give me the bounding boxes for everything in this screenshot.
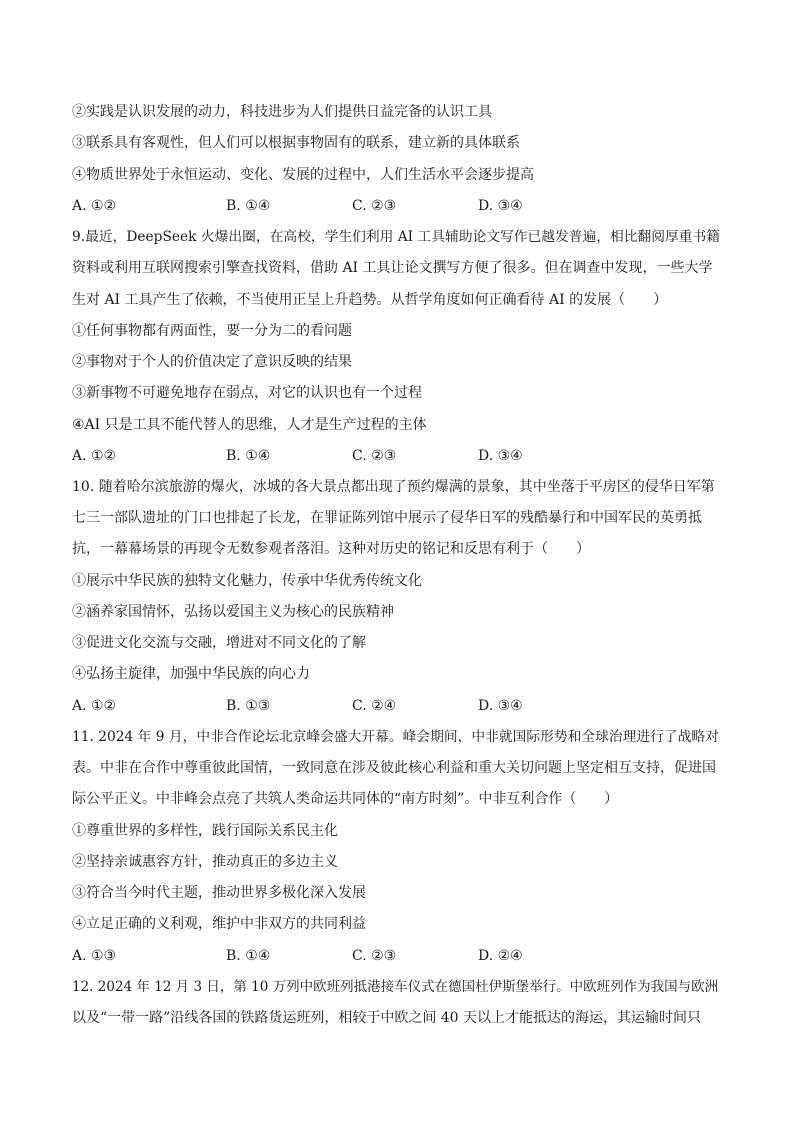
q9-option-c: C. ②③	[352, 448, 397, 464]
q11-option-c: C. ②③	[352, 948, 397, 964]
q8-options	[72, 196, 722, 216]
q11-options	[72, 946, 722, 966]
q9-options	[72, 446, 722, 466]
q8-statement-2: ②实践是认识发展的动力，科技进步为人们提供日益完备的认识工具	[72, 104, 492, 120]
q10-statement-2: ②涵养家国情怀，弘扬以爱国主义为核心的民族精神	[72, 604, 394, 620]
q9-stem-line-3: 生对 AI 工具产生了依赖，不当使用正呈上升趋势。从哲学角度如何正确看待 AI 的发展（ ）	[72, 292, 668, 308]
q10-options	[72, 696, 722, 716]
q9-statement-3: ③新事物不可避免地存在弱点，对它的认识也有一个过程	[72, 385, 422, 401]
q11-stem-line-1: 11. 2024 年 9 月，中非合作论坛北京峰会盛大开幕。峰会期间，中非就国际形势和全球治理进行了战略对	[72, 729, 719, 745]
q8-option-c: C. ②③	[352, 198, 397, 214]
q12-stem-line-1: 12. 2024 年 12 月 3 日，第 10 万列中欧班列抵港接车仪式在德国杜伊斯堡举行。中欧班列作为我国与欧洲	[72, 979, 719, 995]
q9-option-a: A. ①②	[72, 448, 117, 464]
q9-option-d: D. ③④	[478, 448, 523, 464]
q9-statement-2: ②事物对于个人的价值决定了意识反映的结果	[72, 354, 352, 370]
q10-stem-line-1: 10. 随着哈尔滨旅游的爆火，冰城的各大景点都出现了预约爆满的景象，其中坐落于平房区的侵华日军第	[72, 479, 715, 495]
q10-option-a: A. ①②	[72, 698, 117, 714]
q11-stem-line-2: 表。中非在合作中尊重彼此国情，一致同意在涉及彼此核心利益和重大关切问题上坚定相互支持，促进国	[72, 760, 716, 776]
q12-stem-line-2: 以及“一带一路”沿线各国的铁路货运班列，相较于中欧之间 40 天以上才能抵达的海运，其运输时间只	[72, 1010, 702, 1026]
q9-stem-line-1: 9.最近，DeepSeek 火爆出圈，在高校，学生们利用 AI 工具辅助论文写作已越发普遍，相比翻阅厚重书籍	[72, 229, 720, 245]
q8-option-d: D. ③④	[478, 198, 523, 214]
q10-option-c: C. ②④	[352, 698, 397, 714]
q11-statement-4: ④立足正确的义利观，维护中非双方的共同利益	[72, 916, 366, 932]
q8-option-b: B. ①④	[226, 198, 271, 214]
q11-statement-3: ③符合当今时代主题，推动世界多极化深入发展	[72, 885, 366, 901]
q11-option-a: A. ①③	[72, 948, 117, 964]
q10-option-d: D. ③④	[478, 698, 523, 714]
q10-option-b: B. ①③	[226, 698, 271, 714]
q10-stem-line-3: 抗，一幕幕场景的再现令无数参观者落泪。这种对历史的铭记和反思有利于（ ）	[72, 541, 590, 557]
q9-stem-line-2: 资料或利用互联网搜索引擎查找资料，借助 AI 工具让论文撰写方便了很多。但在调查中发现，一些大学	[72, 260, 713, 276]
q9-statement-4: ④AI 只是工具不能代替人的思维，人才是生产过程的主体	[72, 417, 427, 433]
q10-statement-1: ①展示中华民族的独特文化魅力，传承中华优秀传统文化	[72, 573, 422, 589]
q9-statement-1: ①任何事物都有两面性，要一分为二的看问题	[72, 323, 352, 339]
q8-statement-3: ③联系具有客观性，但人们可以根据事物固有的联系，建立新的具体联系	[72, 135, 520, 151]
q10-statement-3: ③促进文化交流与交融，增进对不同文化的了解	[72, 635, 366, 651]
q11-option-d: D. ②④	[478, 948, 523, 964]
q10-statement-4: ④弘扬主旋律，加强中华民族的向心力	[72, 666, 310, 682]
q11-option-b: B. ①④	[226, 948, 271, 964]
q8-option-a: A. ①②	[72, 198, 117, 214]
q11-stem-line-3: 际公平正义。中非峰会点亮了共筑人类命运共同体的“南方时刻”。中非互利合作（ ）	[72, 791, 619, 807]
q11-statement-1: ①尊重世界的多样性，践行国际关系民主化	[72, 823, 338, 839]
q8-statement-4: ④物质世界处于永恒运动、变化、发展的过程中，人们生活水平会逐步提高	[72, 167, 534, 183]
q11-statement-2: ②坚持亲诚惠容方针，推动真正的多边主义	[72, 854, 338, 870]
q9-option-b: B. ①④	[226, 448, 271, 464]
q10-stem-line-2: 七三一部队遗址的门口也排起了长龙，在罪证陈列馆中展示了侵华日军的残酷暴行和中国军民的英勇抵	[72, 510, 702, 526]
